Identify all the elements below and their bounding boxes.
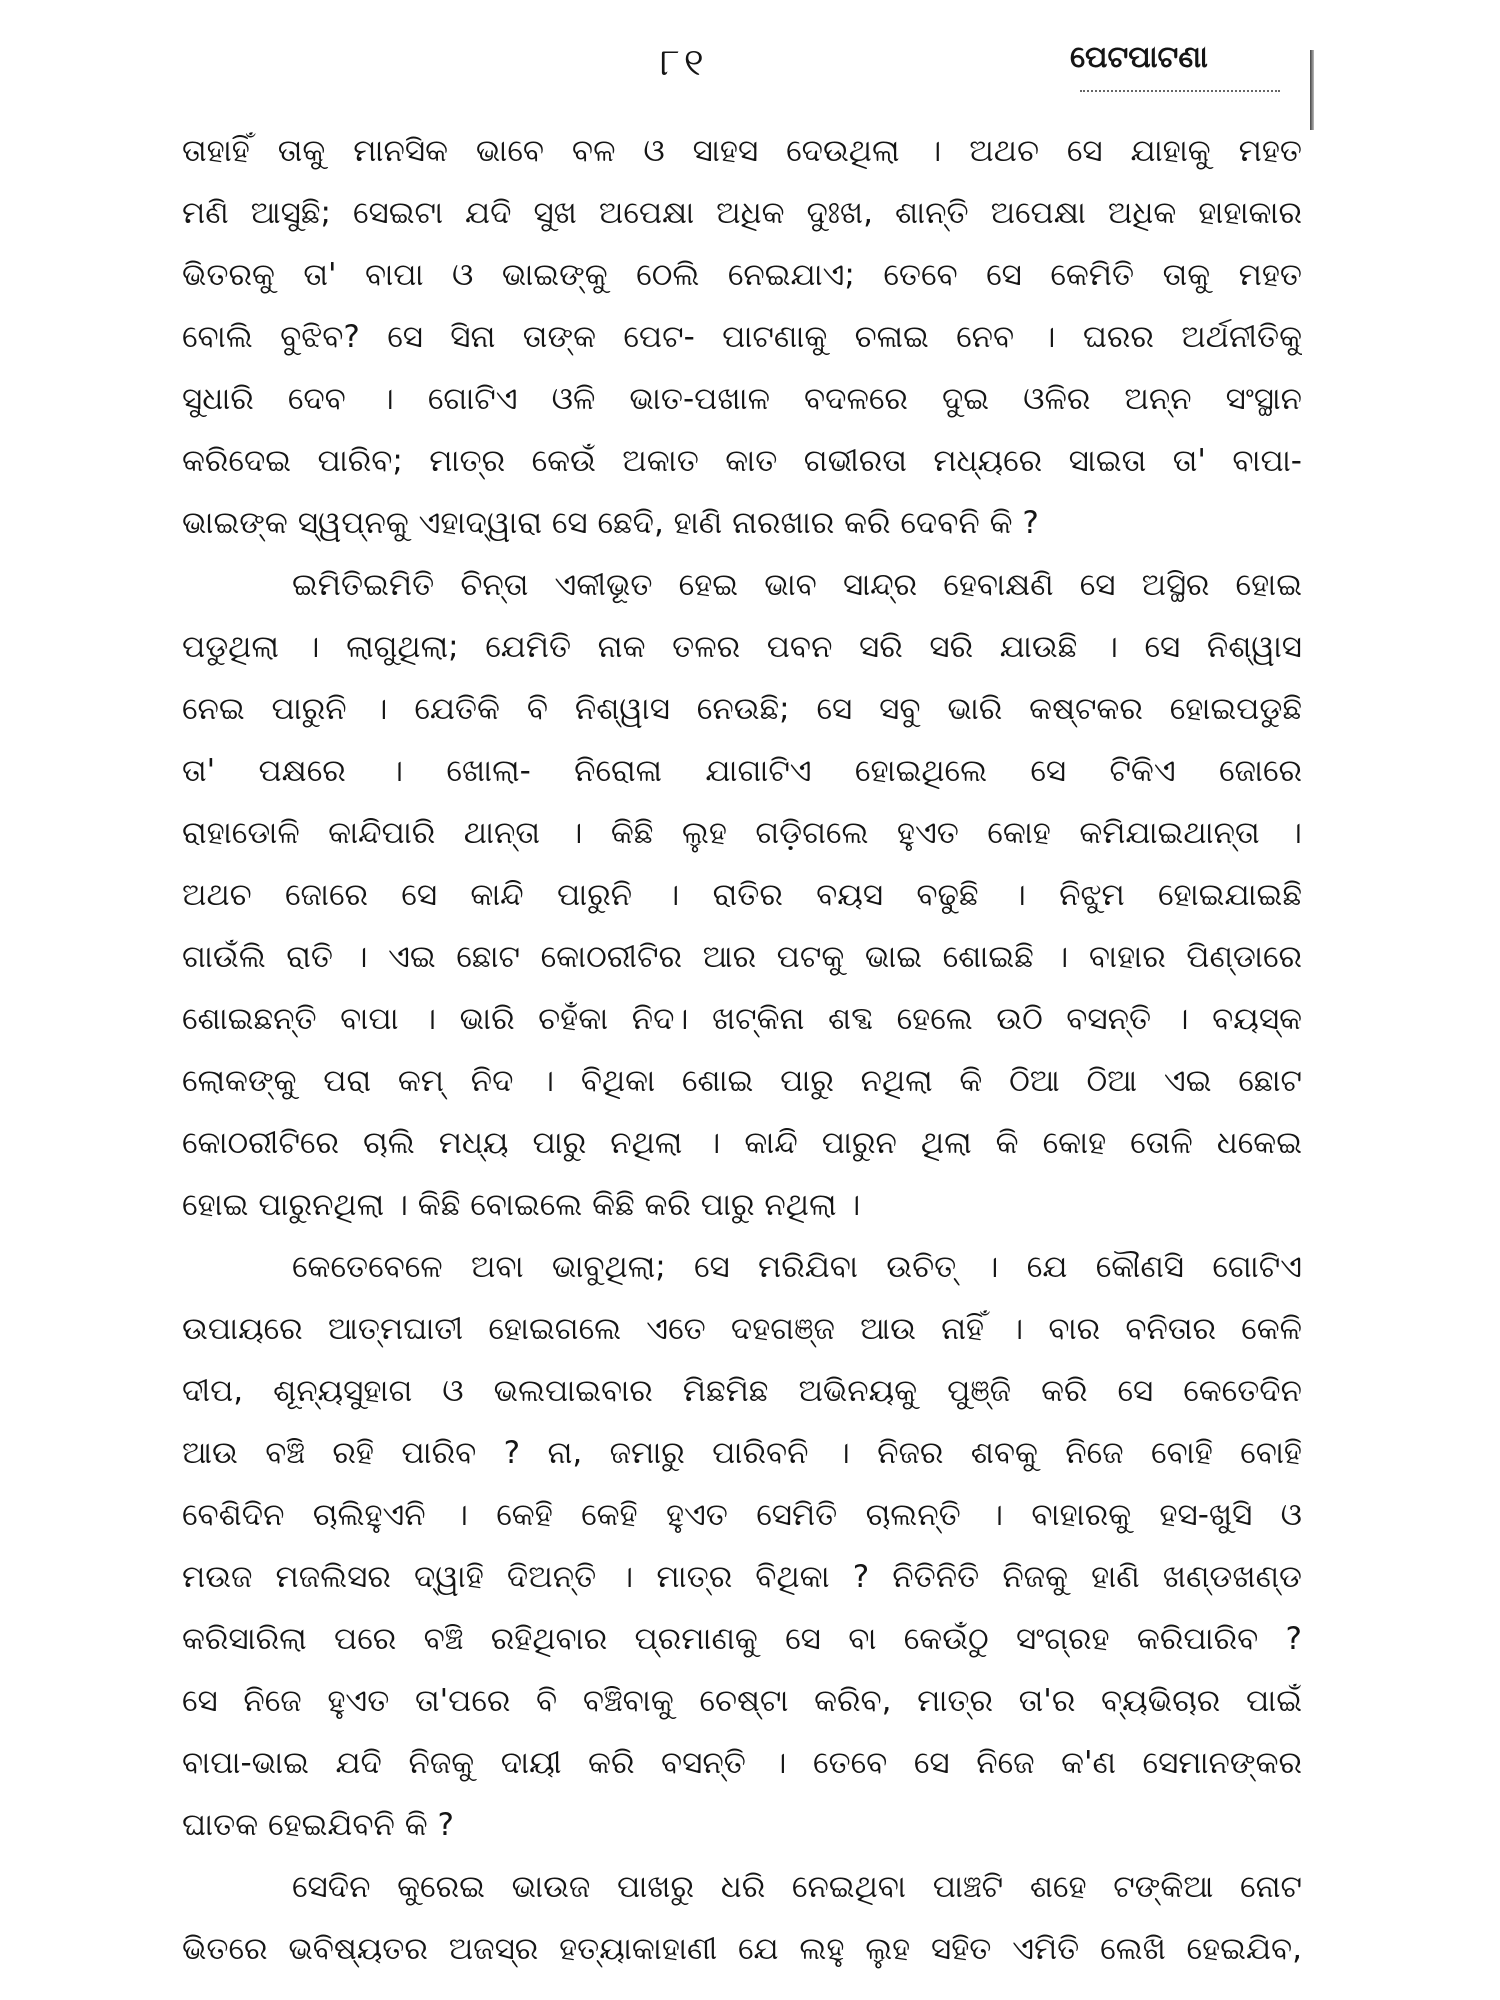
text-line: ଗାଉଁଲି ରାତି । ଏଇ ଛୋଟ କୋଠରୀଟିର ଆର ପଟକୁ ଭାଇ ଶୋଇଛି । ବାହାର ପିଣ୍ଡାରେ bbox=[182, 939, 1302, 975]
text-line: ଭିତରେ ଭବିଷ୍ୟତର ଅଜସ୍ର ହତ୍ୟାକାହାଣୀ ଯେ ଲହୁ ଲୁହ ସହିତ ଏମିତି ଲେଖି ହେଇଯିବ, bbox=[182, 1931, 1302, 1967]
text-line: ଘାତକ ହେଇଯିବନି କି ? bbox=[182, 1807, 454, 1843]
text-line: ଭିତରକୁ ତା' ବାପା ଓ ଭାଇଙ୍କୁ ଠେଲି ନେଇଯାଏ; ତେବେ ସେ କେମିତି ତାକୁ ମହତ bbox=[182, 257, 1302, 293]
text-line: ସୁଧାରି ଦେବ । ଗୋଟିଏ ଓଳି ଭାତ-ପଖାଳ ବଦଳରେ ଦୁଇ ଓଳିର ଅନ୍ନ ସଂସ୍ଥାନ bbox=[182, 381, 1302, 417]
text-line: ଭାଇଙ୍କ ସ୍ୱପ୍ନକୁ ଏହାଦ୍ୱାରା ସେ ଛେଦି, ହାଣି ନାରଖାର କରି ଦେବନି କି ? bbox=[182, 505, 1039, 541]
text-line: ତା' ପକ୍ଷରେ । ଖୋଲା- ନିରୋଳା ଯାଗାଟିଏ ହୋଇଥିଲେ ସେ ଟିକିଏ ଜୋରେ bbox=[182, 753, 1302, 789]
text-line: ଅଥଚ ଜୋରେ ସେ କାନ୍ଦି ପାରୁନି । ରାତିର ବୟସ ବଢୁଛି । ନିଝୁମ ହୋଇଯାଇଛି bbox=[182, 877, 1302, 913]
body-text bbox=[182, 120, 1302, 1980]
text-line: କରିସାରିଲା ପରେ ବଞ୍ଚି ରହିଥିବାର ପ୍ରମାଣକୁ ସେ ବା କେଉଁଠୁ ସଂଗ୍ରହ କରିପାରିବ ? bbox=[182, 1621, 1302, 1657]
text-line: କରିଦେଇ ପାରିବ; ମାତ୍ର କେଉଁ ଅକାତ କାତ ଗଭୀରତା ମଧ୍ୟରେ ସାଇତା ତା' ବାପା- bbox=[182, 443, 1302, 479]
text-line: ବେଶିଦିନ ଚାଲିହୁଏନି । କେହି କେହି ହୁଏତ ସେମିତି ଚାଲନ୍ତି । ବାହାରକୁ ହସ-ଖୁସି ଓ bbox=[182, 1497, 1302, 1533]
text-line: ହୋଇ ପାରୁନଥିଲା । କିଛି ବୋଇଲେ କିଛି କରି ପାରୁ ନଥିଲା । bbox=[182, 1187, 861, 1223]
text-line: ରାହାଡୋଳି କାନ୍ଦିପାରି ଥାନ୍ତା । କିଛି ଲୁହ ଗଡ଼ିଗଲେ ହୁଏତ କୋହ କମିଯାଇଥାନ୍ତା । bbox=[182, 815, 1302, 851]
text-line: କୋଠରୀଟିରେ ଚାଲି ମଧ୍ୟ ପାରୁ ନଥିଲା । କାନ୍ଦି ପାରୁନ ଥିଲା କି କୋହ ତୋଳି ଧକେଇ bbox=[182, 1125, 1302, 1161]
text-line: ବାପା-ଭାଇ ଯଦି ନିଜକୁ ଦାୟୀ କରି ବସନ୍ତି । ତେବେ ସେ ନିଜେ କ'ଣ ସେମାନଙ୍କର bbox=[182, 1745, 1302, 1781]
paragraph-start-line: କେତେବେଳେ ଅବା ଭାବୁଥିଲା; ସେ ମରିଯିବା ଉଚିତ୍ । ଯେ କୌଣସି ଗୋଟିଏ bbox=[292, 1249, 1302, 1285]
text-line: ଆଉ ବଞ୍ଚି ରହି ପାରିବ ? ନା, ଜମାରୁ ପାରିବନି । ନିଜର ଶବକୁ ନିଜେ ବୋହି ବୋହି bbox=[182, 1435, 1302, 1471]
text-line: ପଡୁଥିଲା । ଲାଗୁଥିଲା; ଯେମିତି ନାକ ତଳର ପବନ ସରି ସରି ଯାଉଛି । ସେ ନିଶ୍ୱାସ bbox=[182, 629, 1302, 665]
paragraph-start-line: ଇମିତିଇମିତି ଚିନ୍ତା ଏକୀଭୂତ ହେଇ ଭାବ ସାନ୍ଦ୍ର ହେବାକ୍ଷଣି ସେ ଅସ୍ଥିର ହୋଇ bbox=[292, 567, 1302, 603]
running-title: ପେଟପାଟଣା bbox=[1070, 40, 1208, 75]
text-line: ସେ ନିଜେ ହୁଏତ ତା'ପରେ ବି ବଞ୍ଚିବାକୁ ଚେଷ୍ଟା କରିବ, ମାତ୍ର ତା'ର ବ୍ୟଭିଚାର ପାଇଁ bbox=[182, 1683, 1302, 1719]
text-line: ମଉଜ ମଜଲିସର ଦ୍ୱାହି ଦିଅନ୍ତି । ମାତ୍ର ବିଥିକା ? ନିତିନିତି ନିଜକୁ ହାଣି ଖଣ୍ଡଖଣ୍ଡ bbox=[182, 1559, 1302, 1595]
header-rule bbox=[1080, 90, 1280, 92]
text-line: ଉପାୟରେ ଆତ୍ମଘାତୀ ହୋଇଗଲେ ଏତେ ଦହଗଞ୍ଜ ଆଉ ନାହିଁ । ବାର ବନିତାର କେଳି bbox=[182, 1311, 1302, 1347]
text-line: ତାହାହିଁ ତାକୁ ମାନସିକ ଭାବେ ବଳ ଓ ସାହସ ଦେଉଥିଲା । ଅଥଚ ସେ ଯାହାକୁ ମହତ bbox=[182, 133, 1302, 169]
text-line: ଶୋଇଛନ୍ତି ବାପା । ଭାରି ଚହଁକା ନିଦ। ଖଟ୍‌କିନା ଶବ୍ଦ ହେଲେ ଉଠି ବସନ୍ତି । ବୟସ୍କ bbox=[182, 1001, 1302, 1037]
text-line: ମଣି ଆସୁଛି; ସେଇଟା ଯଦି ସୁଖ ଅପେକ୍ଷା ଅଧିକ ଦୁଃଖ, ଶାନ୍ତି ଅପେକ୍ଷା ଅଧିକ ହାହାକାର bbox=[182, 195, 1302, 231]
text-line: ଲୋକଙ୍କୁ ପରା କମ୍ ନିଦ । ବିଥିକା ଶୋଇ ପାରୁ ନଥିଲା କି ଠିଆ ଠିଆ ଏଇ ଛୋଟ bbox=[182, 1063, 1302, 1099]
text-line: ବୋଲି ବୁଝିବ? ସେ ସିନା ତାଙ୍କ ପେଟ- ପାଟଣାକୁ ଚଳାଇ ନେବ । ଘରର ଅର୍ଥନୀତିକୁ bbox=[182, 319, 1302, 355]
page-number: ୮୧ bbox=[660, 40, 708, 84]
text-line: ଦୀପ, ଶୂନ୍ୟସୁହାଗ ଓ ଭଲପାଇବାର ମିଛମିଛ ଅଭିନୟକୁ ପୁଞ୍ଜି କରି ସେ କେତେଦିନ bbox=[182, 1373, 1302, 1409]
paragraph-start-line: ସେଦିନ କୁରେଇ ଭାଉଜ ପାଖରୁ ଧରି ନେଇଥିବା ପାଞ୍ଚଟି ଶହେ ଟଙ୍କିଆ ନୋଟ bbox=[292, 1869, 1302, 1905]
text-line: ନେଇ ପାରୁନି । ଯେତିକି ବି ନିଶ୍ୱାସ ନେଉଛି; ସେ ସବୁ ଭାରି କଷ୍ଟକର ହୋଇପଡୁଛି bbox=[182, 691, 1302, 727]
page-header bbox=[0, 32, 1500, 102]
binding-edge bbox=[1310, 50, 1314, 130]
